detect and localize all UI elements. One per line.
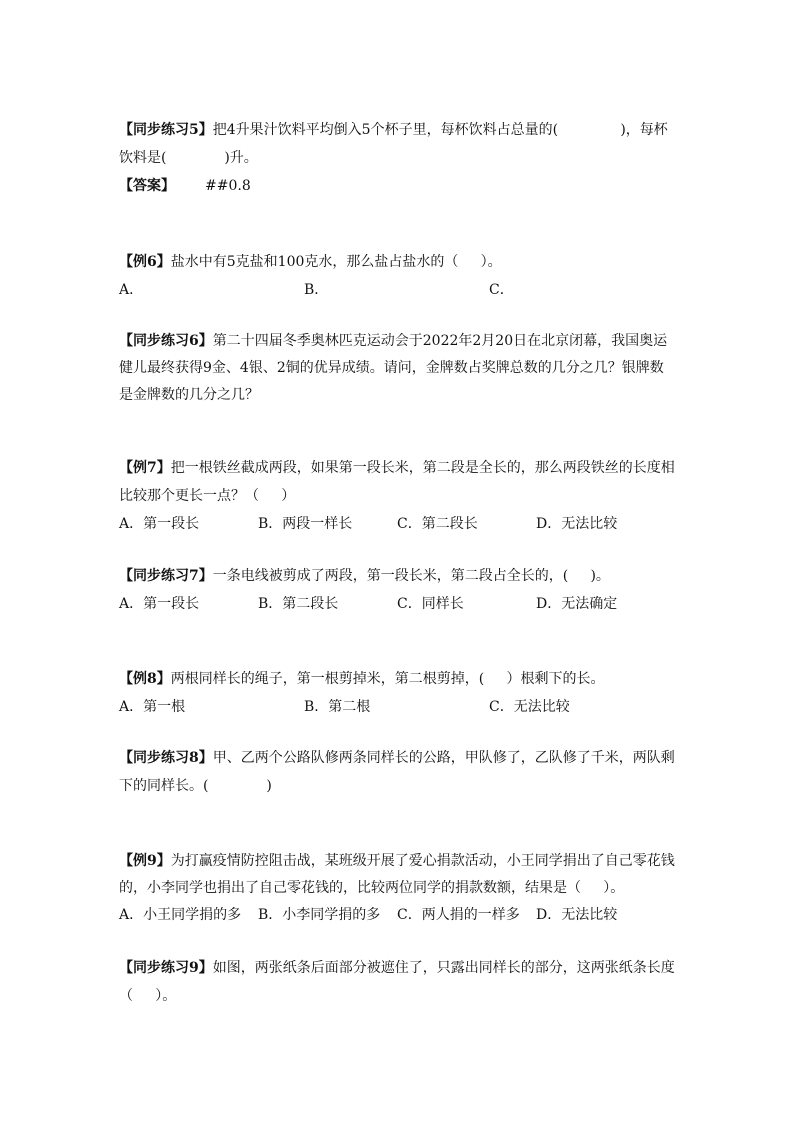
- practice-9-line-2: （ ）。: [119, 988, 177, 1004]
- option-b: B．第二根: [304, 699, 371, 715]
- practice-5-line-1: [119, 120, 668, 140]
- example-7-line-1: [119, 458, 675, 478]
- example-9-tag: 【例9】: [119, 853, 171, 869]
- practice-5-line-2: 饮料是( )升。: [119, 150, 258, 166]
- option-a: A．第一段长: [119, 516, 200, 532]
- option-b: B．第二段长: [258, 596, 339, 612]
- example-7-tag: 【例7】: [119, 460, 171, 476]
- option-a: A．小王同学捐的多: [119, 907, 242, 923]
- practice-5-tag: 【同步练习5】: [119, 122, 213, 138]
- practice-6-tag: 【同步练习6】: [119, 333, 213, 349]
- example-9-options: [119, 905, 679, 925]
- option-c: C．同样长: [397, 596, 464, 612]
- option-b: B．: [304, 282, 329, 298]
- practice-7-line-1: [119, 566, 610, 586]
- practice-7-options: [119, 594, 679, 614]
- practice-8-tag: 【同步练习8】: [119, 750, 213, 766]
- practice-6-line-1: [119, 331, 667, 351]
- example-8-line-1: [119, 669, 604, 689]
- option-c: C．: [489, 282, 514, 298]
- example-9-line-2: 的，小李同学也捐出了自己零花钱的，比较两位同学的捐款数额，结果是（ ）。: [119, 880, 625, 896]
- example-8-options: [119, 697, 679, 717]
- option-d: D．无法比较: [536, 516, 618, 532]
- practice-6-line-3: 是金牌数的几分之几？: [119, 387, 259, 403]
- option-c: C．第二段长: [397, 516, 478, 532]
- option-d: D．无法比较: [536, 907, 618, 923]
- option-a: A．第一根: [119, 699, 186, 715]
- example-7-text: 把一根铁丝截成两段，如果第一段长米，第二段是全长的，那么两段铁丝的长度相: [170, 460, 675, 476]
- example-8-tag: 【例8】: [119, 671, 171, 687]
- example-8-text: 两根同样长的绳子，第一根剪掉米，第二根剪掉，( ）根剩下的长。: [170, 671, 605, 687]
- option-b: B．两段一样长: [258, 516, 353, 532]
- answer-5: [119, 176, 251, 196]
- example-6-text: 盐水中有5克盐和100克水，那么盐占盐水的（ ）。: [170, 254, 502, 270]
- example-9-text: 为打赢疫情防控阻击战，某班级开展了爱心捐款活动，小王同学捐出了自己零花钱: [170, 853, 675, 869]
- practice-7-tag: 【同步练习7】: [119, 568, 213, 584]
- option-d: D．无法确定: [536, 596, 618, 612]
- practice-9-line-1: [119, 958, 675, 978]
- example-7-options: [119, 514, 679, 534]
- practice-7-text: 一条电线被剪成了两段，第一段长米，第二段占全长的，( )。: [212, 568, 610, 584]
- practice-5-text: 把4升果汁饮料平均倒入5个杯子里，每杯饮料占总量的( )，每杯: [212, 122, 668, 138]
- option-a: A．第一段长: [119, 596, 200, 612]
- example-6-line-1: [119, 252, 502, 272]
- practice-8-line-2: 下的同样长。( ): [119, 778, 272, 794]
- practice-9-tag: 【同步练习9】: [119, 960, 213, 976]
- answer-tag: 【答案】: [119, 178, 175, 194]
- practice-6-text: 第二十四届冬季奥林匹克运动会于2022年2月20日在北京闭幕，我国奥运: [212, 333, 668, 349]
- option-a: A．: [119, 282, 144, 298]
- practice-8-text: 甲、乙两个公路队修两条同样长的公路，甲队修了，乙队修了千米，两队剩: [212, 750, 675, 766]
- practice-9-text: 如图，两张纸条后面部分被遮住了，只露出同样长的部分，这两张纸条长度: [212, 960, 675, 976]
- example-9-line-1: [119, 851, 675, 871]
- option-c: C．无法比较: [489, 699, 570, 715]
- example-6-options: [119, 280, 679, 300]
- option-c: C．两人捐的一样多: [397, 907, 520, 923]
- example-6-tag: 【例6】: [119, 254, 171, 270]
- practice-6-line-2: 健儿最终获得9金、4银、2铜的优异成绩。请问，金牌数占奖牌总数的几分之几？银牌数: [119, 360, 664, 376]
- answer-text: ##0.8: [205, 178, 251, 194]
- example-7-line-2: 比较那个更长一点？（ ）: [119, 488, 296, 504]
- option-b: B．小李同学捐的多: [258, 907, 381, 923]
- practice-8-line-1: [119, 748, 675, 768]
